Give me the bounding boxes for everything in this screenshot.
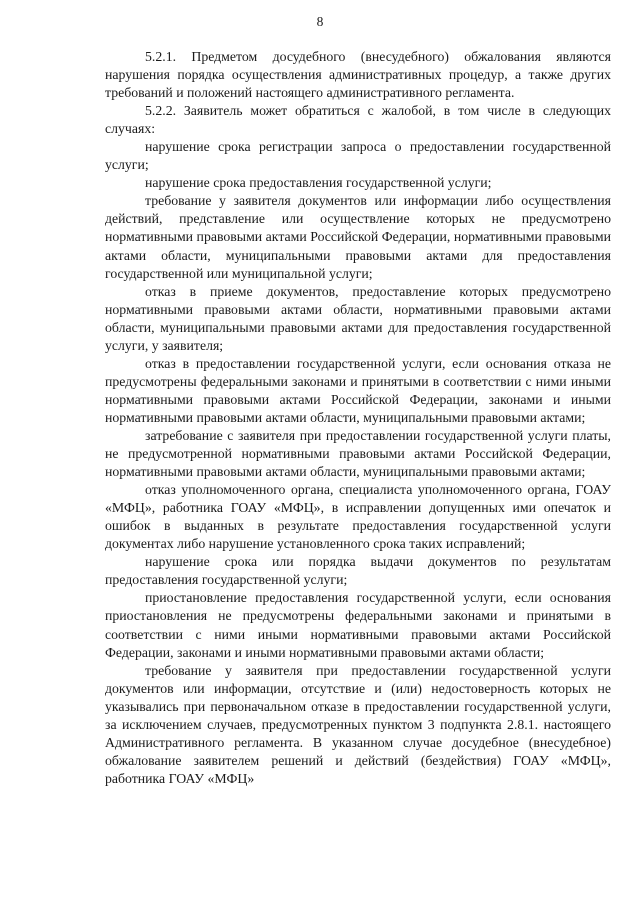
list-item: нарушение срока предоставления государственной услуги; bbox=[145, 175, 492, 191]
list-item: нарушение срока регистрации запроса о предоставлении государственной услуги; bbox=[105, 139, 611, 173]
paragraph-5-2-1: 5.2.1. Предметом досудебного (внесудебного) обжалования являются нарушения порядка осуществления административных процедур, а также других требований и положений настоящего административного регламента. bbox=[105, 49, 611, 101]
paragraph-5-2-2: 5.2.2. Заявитель может обратиться с жалобой, в том числе в следующих случаях: bbox=[105, 103, 611, 137]
page-number: 8 bbox=[316, 14, 324, 29]
list-item: отказ в предоставлении государственной услуги, если основания отказа не предусмотрены федеральными законами и принятыми в соответствии с ними иными нормативными правовыми актами Российской Федерации, законами и иными нормативными правовыми актами области, муниципальными правовыми актами; bbox=[105, 355, 611, 425]
list-item: отказ в приеме документов, предоставление которых предусмотрено нормативными правовыми актами области, нормативными правовыми актами области, муниципальными правовыми актами для предоставления государственной услуги, у заявителя; bbox=[105, 283, 611, 353]
list-item: требование у заявителя при предоставлении государственной услуги документов или информации, отсутствие и (или) недостоверность которых не указывались при первоначальном отказе в предоставлении государственной услуги, за исключением случаев, предусмотренных пунктом 3 подпункта 2.8.1. настоящего Административного регламента. В указанном случае досудебное (внесудебное) обжалование заявителем решений и действий (бездействия) ГОАУ «МФЦ», работника ГОАУ «МФЦ» bbox=[105, 662, 611, 786]
list-item: нарушение срока или порядка выдачи документов по результатам предоставления государственной услуги; bbox=[105, 554, 611, 588]
list-item: требование у заявителя документов или информации либо осуществления действий, представление или осуществление которых не предусмотрено нормативными правовыми актами Российской Федерации, нормативными правовыми актами области, муниципальными правовыми актами для предоставления государственной или муниципальной услуги; bbox=[105, 193, 611, 281]
list-item: отказ уполномоченного органа, специалиста уполномоченного органа, ГОАУ «МФЦ», работника ГОАУ «МФЦ», в исправлении допущенных ими опечаток и ошибок в выданных в результате предоставления государственной услуги документах либо нарушение установленного срока таких исправлений; bbox=[105, 482, 611, 552]
document-body bbox=[105, 48, 611, 788]
list-item: затребование с заявителя при предоставлении государственной услуги платы, не предусмотренной нормативными правовыми актами Российской Федерации, нормативными правовыми актами области, муниципальными правовыми актами; bbox=[105, 427, 611, 480]
list-item: приостановление предоставления государственной услуги, если основания приостановления не предусмотрены федеральными законами и принятыми в соответствии с ними иными нормативными правовыми актами Российской Федерации, законами и иными нормативными правовыми актами области; bbox=[105, 590, 611, 660]
